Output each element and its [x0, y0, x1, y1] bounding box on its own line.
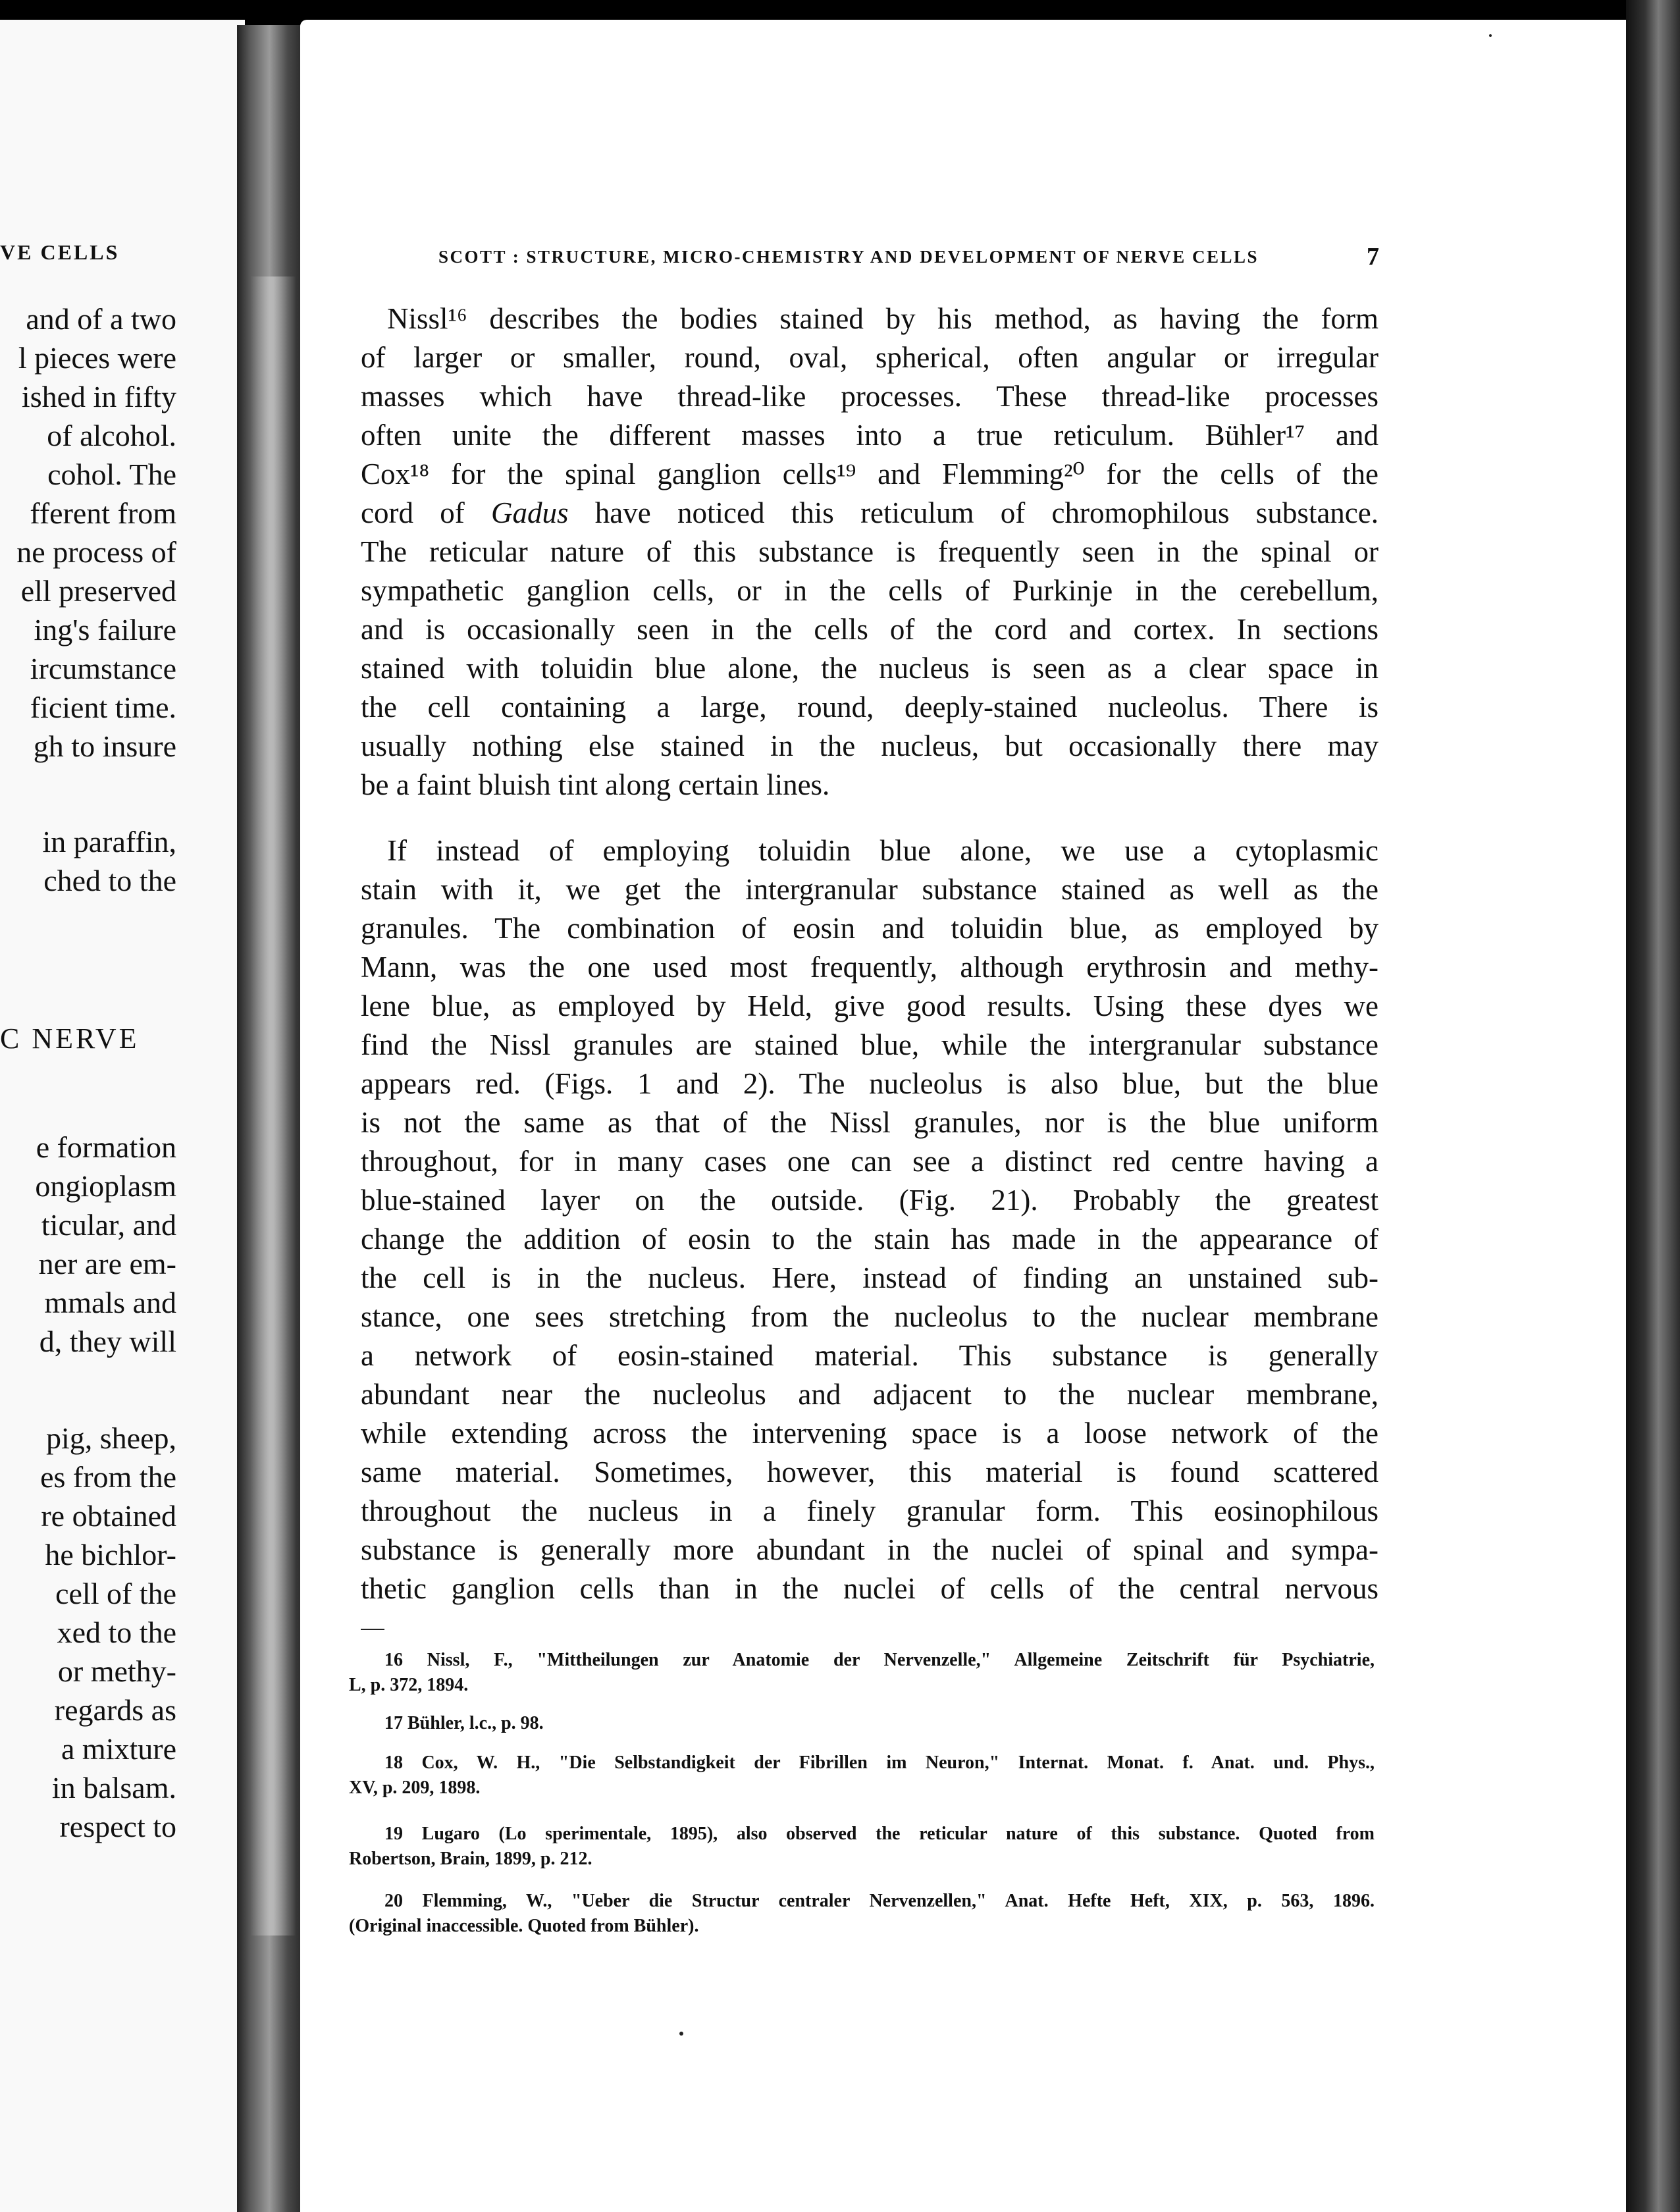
left-line: ell preserved [20, 574, 176, 608]
body-line: abundant near the nucleolus and adjacent to the nuclear membrane, [361, 1378, 1378, 1411]
italic-genus: Gadus [491, 496, 569, 529]
body-line: stained with toluidin blue alone, the nucleus is seen as a clear space in [361, 652, 1378, 685]
left-line: es from the [40, 1460, 176, 1494]
body-line: same material. Sometimes, however, this material is found scattered [361, 1456, 1378, 1488]
body-line: blue-stained layer on the outside. (Fig. 21). Probably the greatest [361, 1184, 1378, 1217]
body-line: stance, one sees stretching from the nucleolus to the nuclear membrane [361, 1300, 1378, 1333]
body-line: throughout, for in many cases one can see a distinct red centre having a [361, 1145, 1378, 1178]
body-line: is not the same as that of the Nissl granules, nor is the blue uniform [361, 1106, 1378, 1139]
left-line: cell of the [55, 1577, 176, 1610]
left-line: pig, sheep, [45, 1421, 176, 1455]
left-line: regards as [54, 1693, 176, 1727]
left-line: fferent from [30, 496, 176, 530]
body-line: If instead of employing toluidin blue alone, we use a cytoplasmic [387, 834, 1378, 867]
scan-speck [1489, 34, 1492, 37]
footnote-line: XV, p. 209, 1898. [349, 1778, 481, 1798]
page-edge-shadow [1626, 0, 1680, 2212]
body-line: masses which have thread-like processes. These thread-like processes [361, 380, 1378, 413]
body-line: the cell is in the nucleus. Here, instead of finding an unstained sub- [361, 1261, 1378, 1294]
body-line: of larger or smaller, round, oval, spherical, often angular or irregular [361, 341, 1378, 374]
footnote-line: 17 Bühler, l.c., p. 98. [384, 1713, 544, 1733]
body-line: sympathetic ganglion cells, or in the cells of Purkinje in the cerebellum, [361, 574, 1378, 607]
left-line: and of a two [26, 302, 176, 336]
left-line: ircumstance [30, 652, 176, 685]
footnote-line: 18 Cox, W. H., "Die Selbstandigkeit der Fibrillen im Neuron," Internat. Monat. f. Anat. und. Phys., [384, 1752, 1375, 1773]
body-line: throughout the nucleus in a finely granular form. This eosinophilous [361, 1494, 1378, 1527]
left-line: ished in fifty [21, 380, 176, 413]
footnote-rule [361, 1629, 384, 1630]
left-line: ongioplasm [35, 1169, 176, 1203]
left-line: d, they will [39, 1325, 176, 1358]
page-number: 7 [1367, 243, 1379, 271]
left-line: ticular, and [41, 1208, 176, 1242]
body-line: thetic ganglion cells than in the nuclei of cells of the central nervous [361, 1572, 1378, 1605]
body-line: cord of Gadus have noticed this reticulum of chromophilous substance. [361, 496, 1379, 529]
body-line: Mann, was the one used most frequently, although erythrosin and methy- [361, 951, 1378, 984]
footnote-line: 20 Flemming, W., "Ueber die Structur centraler Nervenzellen," Anat. Hefte Heft, XIX, p. 563, 1896. [384, 1891, 1375, 1911]
left-section-heading: C NERVE [0, 1022, 140, 1055]
left-line: ched to the [43, 864, 176, 897]
body-line: often unite the different masses into a true reticulum. Bühler¹⁷ and [361, 419, 1378, 452]
left-line: re obtained [41, 1499, 176, 1533]
body-line: appears red. (Figs. 1 and 2). The nucleolus is also blue, but the blue [361, 1067, 1378, 1100]
footnote-line: Robertson, Brain, 1899, p. 212. [349, 1849, 592, 1869]
footnote-line: 19 Lugaro (Lo sperimentale, 1895), also observed the reticular nature of this substance. Quoted from [384, 1824, 1375, 1844]
body-line: change the addition of eosin to the stain has made in the appearance of [361, 1223, 1378, 1255]
body-line: find the Nissl granules are stained blue, while the intergranular substance [361, 1028, 1378, 1061]
footnote-line: 16 Nissl, F., "Mittheilungen zur Anatomie der Nervenzelle," Allgemeine Zeitschrift für Psychiatrie, [384, 1650, 1375, 1670]
left-line: ficient time. [30, 691, 176, 724]
body-line: lene blue, as employed by Held, give good results. Using these dyes we [361, 989, 1378, 1022]
left-line: xed to the [57, 1616, 176, 1649]
left-line: respect to [59, 1810, 176, 1843]
left-line: ner are em- [38, 1247, 176, 1280]
left-line: or methy- [57, 1654, 176, 1688]
left-page [0, 20, 245, 2212]
left-line: e formation [36, 1130, 176, 1164]
body-line: substance is generally more abundant in the nuclei of spinal and sympa- [361, 1533, 1378, 1566]
left-line: gh to insure [33, 729, 176, 763]
left-line: in balsam. [51, 1771, 176, 1804]
left-line: cohol. The [47, 458, 176, 491]
gutter-highlight [250, 276, 296, 1936]
footnote-line: L, p. 372, 1894. [349, 1675, 469, 1695]
body-line: and is occasionally seen in the cells of the cord and cortex. In sections [361, 613, 1378, 646]
left-line: he bichlor- [45, 1538, 176, 1571]
left-line: mmals and [44, 1286, 176, 1319]
body-line: The reticular nature of this substance is frequently seen in the spinal or [361, 535, 1378, 568]
body-line: a network of eosin-stained material. This substance is generally [361, 1339, 1378, 1372]
body-line: while extending across the intervening space is a loose network of the [361, 1417, 1378, 1450]
scan-speck [679, 2032, 683, 2036]
body-line: usually nothing else stained in the nucleus, but occasionally there may [361, 729, 1378, 762]
body-line: stain with it, we get the intergranular substance stained as well as the [361, 873, 1378, 906]
body-line: Cox¹⁸ for the spinal ganglion cells¹⁹ and Flemming²⁰ for the cells of the [361, 458, 1378, 490]
left-running-head: VE CELLS [0, 240, 120, 264]
left-line: a mixture [61, 1732, 176, 1766]
running-head: SCOTT : STRUCTURE, MICRO-CHEMISTRY AND DEVELOPMENT OF NERVE CELLS [438, 247, 1259, 267]
left-line: of alcohol. [47, 419, 176, 452]
left-line: ne process of [16, 535, 176, 569]
body-line: Nissl¹⁶ describes the bodies stained by his method, as having the form [387, 302, 1378, 335]
body-line: be a faint bluish tint along certain lines. [361, 768, 830, 801]
footnote-line: (Original inaccessible. Quoted from Bühler). [349, 1916, 699, 1936]
body-line: the cell containing a large, round, deeply-stained nucleolus. There is [361, 691, 1378, 724]
left-line: ing's failure [34, 613, 176, 646]
body-line: granules. The combination of eosin and toluidin blue, as employed by [361, 912, 1378, 945]
left-line: l pieces were [18, 341, 176, 375]
left-line: in paraffin, [42, 825, 176, 858]
